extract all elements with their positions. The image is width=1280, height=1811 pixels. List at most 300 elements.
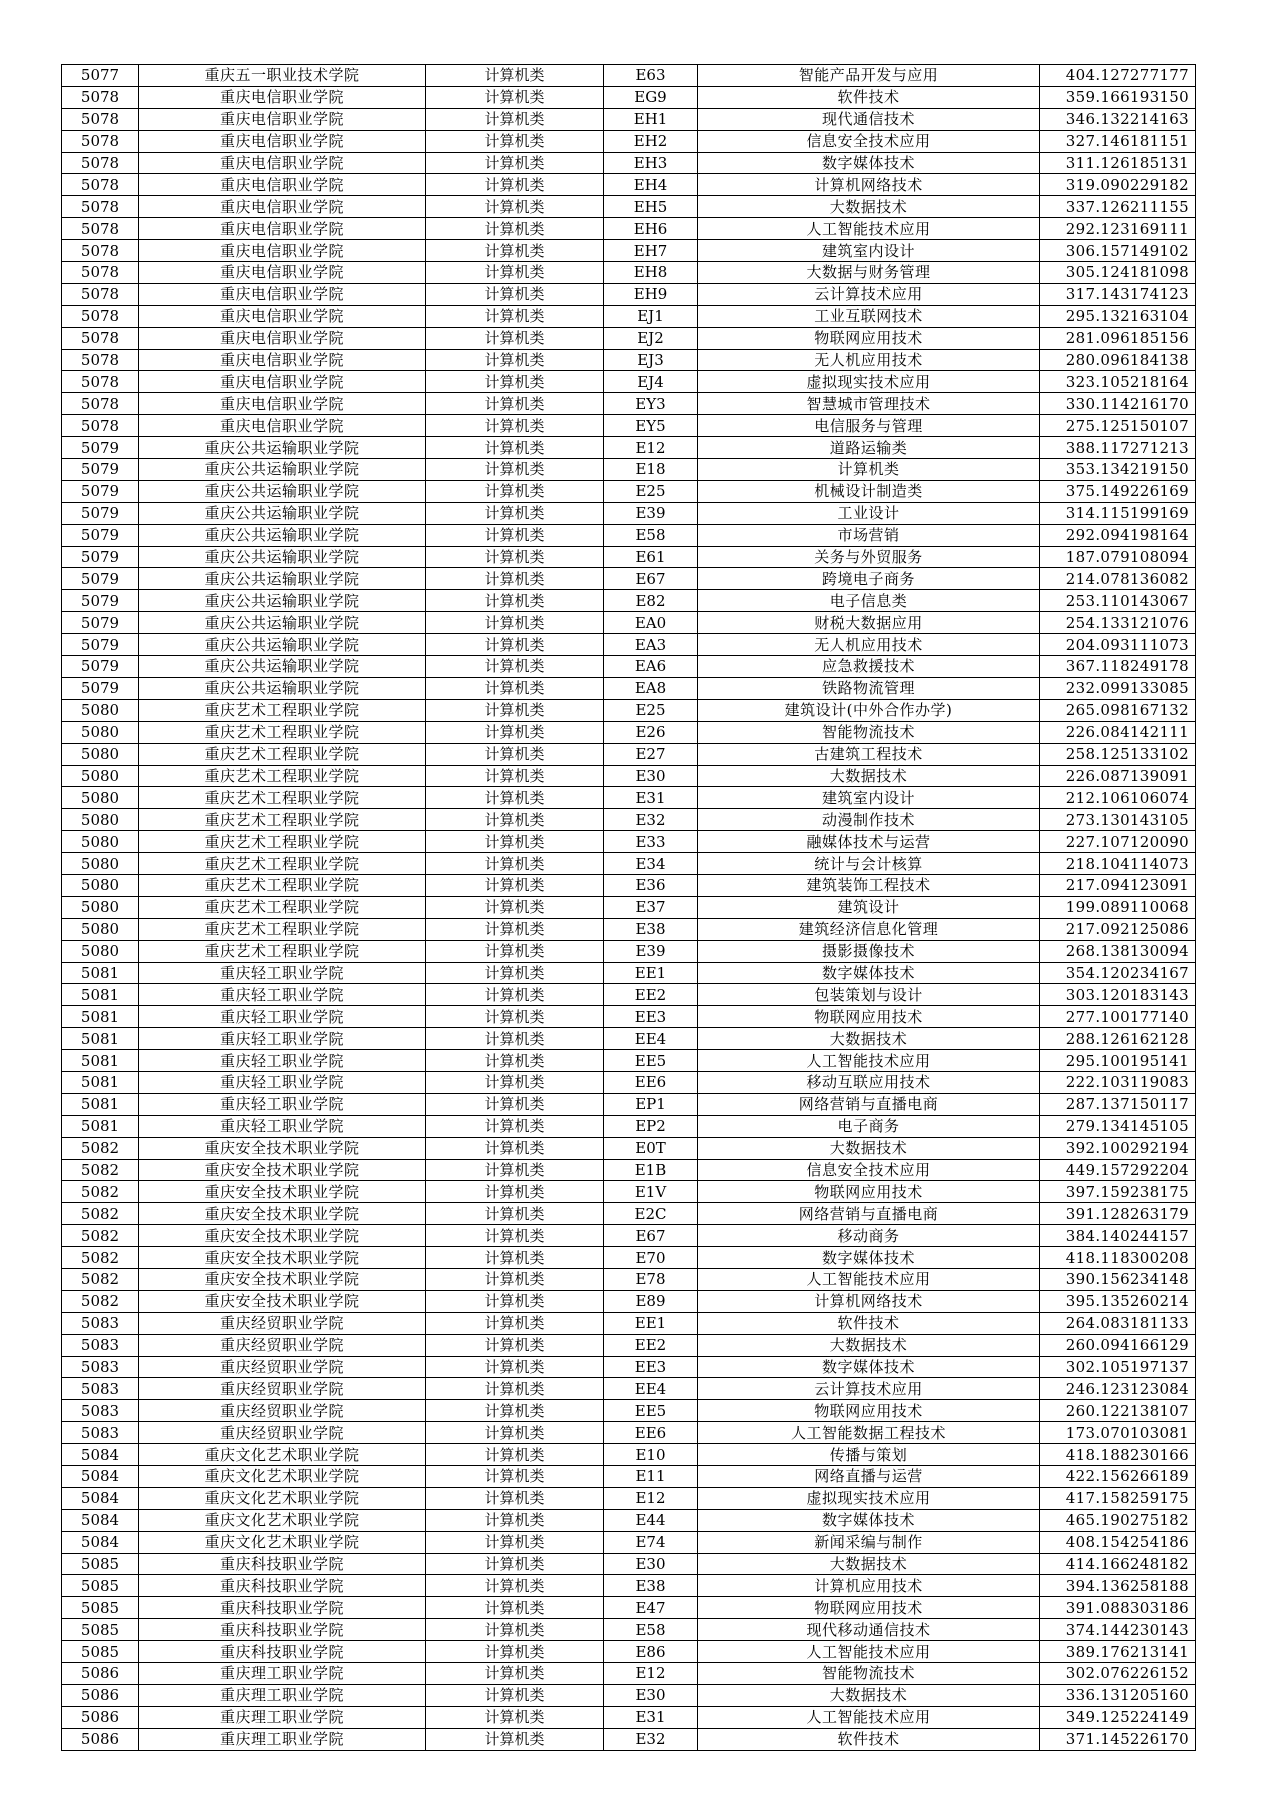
score-cell: 323.105218164	[1040, 371, 1196, 393]
score-cell: 253.110143067	[1040, 590, 1196, 612]
category-cell: 计算机类	[426, 656, 604, 678]
category-cell: 计算机类	[426, 1487, 604, 1509]
major-name-cell: 软件技术	[698, 1728, 1040, 1750]
major-name-cell: 新闻采编与制作	[698, 1531, 1040, 1553]
category-cell: 计算机类	[426, 327, 604, 349]
major-code-cell: E1V	[604, 1181, 698, 1203]
major-code-cell: E31	[604, 787, 698, 809]
major-name-cell: 网络营销与直播电商	[698, 1203, 1040, 1225]
school-name-cell: 重庆电信职业学院	[139, 305, 426, 327]
major-name-cell: 大数据技术	[698, 196, 1040, 218]
school-code-cell: 5082	[62, 1225, 139, 1247]
table-row	[62, 327, 1196, 349]
school-name-cell: 重庆公共运输职业学院	[139, 568, 426, 590]
major-name-cell: 移动商务	[698, 1225, 1040, 1247]
school-name-cell: 重庆文化艺术职业学院	[139, 1509, 426, 1531]
table-row	[62, 1466, 1196, 1488]
major-name-cell: 网络直播与运营	[698, 1466, 1040, 1488]
school-name-cell: 重庆经贸职业学院	[139, 1356, 426, 1378]
category-cell: 计算机类	[426, 393, 604, 415]
score-cell: 465.190275182	[1040, 1509, 1196, 1531]
category-cell: 计算机类	[426, 218, 604, 240]
school-code-cell: 5080	[62, 809, 139, 831]
school-name-cell: 重庆艺术工程职业学院	[139, 831, 426, 853]
school-code-cell: 5085	[62, 1553, 139, 1575]
major-code-cell: EP2	[604, 1115, 698, 1137]
school-name-cell: 重庆艺术工程职业学院	[139, 896, 426, 918]
major-code-cell: EH4	[604, 174, 698, 196]
school-name-cell: 重庆科技职业学院	[139, 1641, 426, 1663]
table-row	[62, 1663, 1196, 1685]
table-row	[62, 1422, 1196, 1444]
major-code-cell: E36	[604, 874, 698, 896]
table-row	[62, 1290, 1196, 1312]
major-code-cell: E30	[604, 1553, 698, 1575]
school-code-cell: 5082	[62, 1137, 139, 1159]
school-name-cell: 重庆电信职业学院	[139, 174, 426, 196]
school-code-cell: 5082	[62, 1290, 139, 1312]
school-code-cell: 5078	[62, 349, 139, 371]
school-code-cell: 5084	[62, 1444, 139, 1466]
school-code-cell: 5083	[62, 1356, 139, 1378]
school-code-cell: 5079	[62, 568, 139, 590]
school-name-cell: 重庆轻工职业学院	[139, 1050, 426, 1072]
major-code-cell: E67	[604, 1225, 698, 1247]
school-name-cell: 重庆安全技术职业学院	[139, 1247, 426, 1269]
score-cell: 214.078136082	[1040, 568, 1196, 590]
table-row	[62, 283, 1196, 305]
school-name-cell: 重庆轻工职业学院	[139, 1028, 426, 1050]
category-cell: 计算机类	[426, 896, 604, 918]
major-name-cell: 无人机应用技术	[698, 634, 1040, 656]
major-name-cell: 建筑设计	[698, 896, 1040, 918]
category-cell: 计算机类	[426, 152, 604, 174]
major-name-cell: 数字媒体技术	[698, 1247, 1040, 1269]
school-code-cell: 5078	[62, 305, 139, 327]
school-name-cell: 重庆轻工职业学院	[139, 1115, 426, 1137]
major-name-cell: 数字媒体技术	[698, 962, 1040, 984]
school-name-cell: 重庆艺术工程职业学院	[139, 940, 426, 962]
major-name-cell: 传播与策划	[698, 1444, 1040, 1466]
score-cell: 227.107120090	[1040, 831, 1196, 853]
major-name-cell: 跨境电子商务	[698, 568, 1040, 590]
major-code-cell: EJ3	[604, 349, 698, 371]
school-name-cell: 重庆科技职业学院	[139, 1597, 426, 1619]
score-cell: 404.127277177	[1040, 65, 1196, 87]
school-code-cell: 5081	[62, 1115, 139, 1137]
category-cell: 计算机类	[426, 1028, 604, 1050]
score-cell: 408.154254186	[1040, 1531, 1196, 1553]
category-cell: 计算机类	[426, 371, 604, 393]
table-row	[62, 524, 1196, 546]
category-cell: 计算机类	[426, 612, 604, 634]
major-code-cell: EJ2	[604, 327, 698, 349]
school-name-cell: 重庆电信职业学院	[139, 152, 426, 174]
school-name-cell: 重庆电信职业学院	[139, 240, 426, 262]
major-code-cell: EE4	[604, 1378, 698, 1400]
school-code-cell: 5082	[62, 1203, 139, 1225]
category-cell: 计算机类	[426, 196, 604, 218]
school-name-cell: 重庆公共运输职业学院	[139, 480, 426, 502]
major-name-cell: 物联网应用技术	[698, 1400, 1040, 1422]
major-name-cell: 大数据技术	[698, 1028, 1040, 1050]
major-code-cell: E2C	[604, 1203, 698, 1225]
major-code-cell: E12	[604, 1487, 698, 1509]
major-name-cell: 云计算技术应用	[698, 1378, 1040, 1400]
school-code-cell: 5078	[62, 196, 139, 218]
major-name-cell: 大数据与财务管理	[698, 262, 1040, 284]
school-name-cell: 重庆文化艺术职业学院	[139, 1466, 426, 1488]
school-code-cell: 5083	[62, 1312, 139, 1334]
school-code-cell: 5080	[62, 853, 139, 875]
category-cell: 计算机类	[426, 940, 604, 962]
major-code-cell: E70	[604, 1247, 698, 1269]
score-cell: 287.137150117	[1040, 1093, 1196, 1115]
score-cell: 265.098167132	[1040, 699, 1196, 721]
major-code-cell: E26	[604, 721, 698, 743]
school-name-cell: 重庆文化艺术职业学院	[139, 1444, 426, 1466]
score-cell: 277.100177140	[1040, 1006, 1196, 1028]
major-code-cell: EE6	[604, 1071, 698, 1093]
category-cell: 计算机类	[426, 174, 604, 196]
table-row	[62, 371, 1196, 393]
school-name-cell: 重庆理工职业学院	[139, 1706, 426, 1728]
major-name-cell: 大数据技术	[698, 765, 1040, 787]
major-name-cell: 现代通信技术	[698, 108, 1040, 130]
major-code-cell: E38	[604, 918, 698, 940]
school-name-cell: 重庆理工职业学院	[139, 1728, 426, 1750]
category-cell: 计算机类	[426, 634, 604, 656]
major-code-cell: EE4	[604, 1028, 698, 1050]
category-cell: 计算机类	[426, 1378, 604, 1400]
school-code-cell: 5077	[62, 65, 139, 87]
school-name-cell: 重庆公共运输职业学院	[139, 437, 426, 459]
table-row	[62, 437, 1196, 459]
school-name-cell: 重庆经贸职业学院	[139, 1400, 426, 1422]
major-code-cell: E61	[604, 546, 698, 568]
category-cell: 计算机类	[426, 283, 604, 305]
major-code-cell: EE1	[604, 962, 698, 984]
score-cell: 371.145226170	[1040, 1728, 1196, 1750]
category-cell: 计算机类	[426, 1334, 604, 1356]
table-row	[62, 546, 1196, 568]
score-cell: 319.090229182	[1040, 174, 1196, 196]
school-name-cell: 重庆公共运输职业学院	[139, 524, 426, 546]
major-name-cell: 工业互联网技术	[698, 305, 1040, 327]
score-cell: 288.126162128	[1040, 1028, 1196, 1050]
category-cell: 计算机类	[426, 1137, 604, 1159]
school-code-cell: 5085	[62, 1575, 139, 1597]
table-row	[62, 721, 1196, 743]
major-code-cell: E33	[604, 831, 698, 853]
major-code-cell: EH5	[604, 196, 698, 218]
school-code-cell: 5081	[62, 1093, 139, 1115]
table-row	[62, 896, 1196, 918]
score-cell: 217.092125086	[1040, 918, 1196, 940]
score-cell: 390.156234148	[1040, 1268, 1196, 1290]
table-row	[62, 218, 1196, 240]
school-code-cell: 5079	[62, 677, 139, 699]
school-name-cell: 重庆电信职业学院	[139, 393, 426, 415]
school-code-cell: 5079	[62, 634, 139, 656]
score-cell: 354.120234167	[1040, 962, 1196, 984]
table-row	[62, 1028, 1196, 1050]
major-name-cell: 人工智能技术应用	[698, 1706, 1040, 1728]
score-cell: 418.188230166	[1040, 1444, 1196, 1466]
major-name-cell: 建筑室内设计	[698, 787, 1040, 809]
category-cell: 计算机类	[426, 1247, 604, 1269]
major-code-cell: EH9	[604, 283, 698, 305]
school-name-cell: 重庆公共运输职业学院	[139, 612, 426, 634]
score-cell: 337.126211155	[1040, 196, 1196, 218]
major-name-cell: 建筑设计(中外合作办学)	[698, 699, 1040, 721]
category-cell: 计算机类	[426, 305, 604, 327]
school-name-cell: 重庆经贸职业学院	[139, 1378, 426, 1400]
school-code-cell: 5082	[62, 1181, 139, 1203]
category-cell: 计算机类	[426, 962, 604, 984]
school-code-cell: 5086	[62, 1706, 139, 1728]
school-name-cell: 重庆艺术工程职业学院	[139, 787, 426, 809]
score-cell: 302.076226152	[1040, 1663, 1196, 1685]
major-name-cell: 人工智能技术应用	[698, 1268, 1040, 1290]
score-cell: 449.157292204	[1040, 1159, 1196, 1181]
table-row	[62, 1400, 1196, 1422]
score-cell: 254.133121076	[1040, 612, 1196, 634]
score-cell: 217.094123091	[1040, 874, 1196, 896]
school-code-cell: 5078	[62, 152, 139, 174]
table-row	[62, 1225, 1196, 1247]
school-name-cell: 重庆经贸职业学院	[139, 1312, 426, 1334]
score-cell: 275.125150107	[1040, 415, 1196, 437]
school-code-cell: 5081	[62, 1050, 139, 1072]
major-name-cell: 包装策划与设计	[698, 984, 1040, 1006]
table-row	[62, 1641, 1196, 1663]
major-name-cell: 物联网应用技术	[698, 1597, 1040, 1619]
major-code-cell: E74	[604, 1531, 698, 1553]
category-cell: 计算机类	[426, 480, 604, 502]
category-cell: 计算机类	[426, 1312, 604, 1334]
school-code-cell: 5081	[62, 1006, 139, 1028]
category-cell: 计算机类	[426, 721, 604, 743]
major-code-cell: EY3	[604, 393, 698, 415]
major-code-cell: E34	[604, 853, 698, 875]
table-row	[62, 656, 1196, 678]
major-code-cell: E44	[604, 1509, 698, 1531]
major-name-cell: 虚拟现实技术应用	[698, 371, 1040, 393]
category-cell: 计算机类	[426, 240, 604, 262]
school-code-cell: 5084	[62, 1509, 139, 1531]
major-name-cell: 智慧城市管理技术	[698, 393, 1040, 415]
major-name-cell: 计算机网络技术	[698, 1290, 1040, 1312]
category-cell: 计算机类	[426, 437, 604, 459]
school-name-cell: 重庆文化艺术职业学院	[139, 1487, 426, 1509]
score-cell: 314.115199169	[1040, 502, 1196, 524]
major-code-cell: E18	[604, 459, 698, 481]
major-name-cell: 计算机应用技术	[698, 1575, 1040, 1597]
score-cell: 226.084142111	[1040, 721, 1196, 743]
major-code-cell: E38	[604, 1575, 698, 1597]
school-code-cell: 5079	[62, 437, 139, 459]
table-row	[62, 1619, 1196, 1641]
category-cell: 计算机类	[426, 1006, 604, 1028]
school-name-cell: 重庆电信职业学院	[139, 218, 426, 240]
table-row	[62, 1203, 1196, 1225]
school-name-cell: 重庆五一职业技术学院	[139, 65, 426, 87]
score-cell: 391.128263179	[1040, 1203, 1196, 1225]
school-name-cell: 重庆理工职业学院	[139, 1684, 426, 1706]
school-code-cell: 5082	[62, 1247, 139, 1269]
score-cell: 295.132163104	[1040, 305, 1196, 327]
table-row	[62, 1247, 1196, 1269]
table-row	[62, 1444, 1196, 1466]
school-name-cell: 重庆轻工职业学院	[139, 1006, 426, 1028]
school-code-cell: 5083	[62, 1334, 139, 1356]
category-cell: 计算机类	[426, 1422, 604, 1444]
category-cell: 计算机类	[426, 349, 604, 371]
table-row	[62, 809, 1196, 831]
major-code-cell: EA6	[604, 656, 698, 678]
major-name-cell: 建筑装饰工程技术	[698, 874, 1040, 896]
school-name-cell: 重庆艺术工程职业学院	[139, 853, 426, 875]
school-code-cell: 5080	[62, 896, 139, 918]
table-row	[62, 1312, 1196, 1334]
score-cell: 359.166193150	[1040, 86, 1196, 108]
category-cell: 计算机类	[426, 108, 604, 130]
category-cell: 计算机类	[426, 1575, 604, 1597]
table-row	[62, 65, 1196, 87]
major-name-cell: 智能物流技术	[698, 1663, 1040, 1685]
major-name-cell: 数字媒体技术	[698, 1509, 1040, 1531]
table-row	[62, 415, 1196, 437]
score-cell: 264.083181133	[1040, 1312, 1196, 1334]
major-code-cell: E39	[604, 940, 698, 962]
school-code-cell: 5080	[62, 940, 139, 962]
major-name-cell: 人工智能技术应用	[698, 1641, 1040, 1663]
major-code-cell: E30	[604, 765, 698, 787]
school-name-cell: 重庆经贸职业学院	[139, 1334, 426, 1356]
major-name-cell: 大数据技术	[698, 1137, 1040, 1159]
major-name-cell: 计算机类	[698, 459, 1040, 481]
school-name-cell: 重庆公共运输职业学院	[139, 590, 426, 612]
table-row	[62, 568, 1196, 590]
major-code-cell: EJ4	[604, 371, 698, 393]
school-name-cell: 重庆电信职业学院	[139, 327, 426, 349]
category-cell: 计算机类	[426, 459, 604, 481]
school-code-cell: 5078	[62, 371, 139, 393]
table-row	[62, 677, 1196, 699]
score-cell: 397.159238175	[1040, 1181, 1196, 1203]
category-cell: 计算机类	[426, 699, 604, 721]
score-cell: 273.130143105	[1040, 809, 1196, 831]
category-cell: 计算机类	[426, 568, 604, 590]
school-name-cell: 重庆安全技术职业学院	[139, 1203, 426, 1225]
category-cell: 计算机类	[426, 590, 604, 612]
major-name-cell: 电子信息类	[698, 590, 1040, 612]
category-cell: 计算机类	[426, 130, 604, 152]
major-code-cell: E10	[604, 1444, 698, 1466]
school-code-cell: 5086	[62, 1728, 139, 1750]
major-code-cell: EE2	[604, 1334, 698, 1356]
table-row	[62, 874, 1196, 896]
category-cell: 计算机类	[426, 262, 604, 284]
major-name-cell: 物联网应用技术	[698, 327, 1040, 349]
major-code-cell: E12	[604, 437, 698, 459]
table-row	[62, 1487, 1196, 1509]
category-cell: 计算机类	[426, 65, 604, 87]
admission-score-table	[61, 64, 1196, 1751]
category-cell: 计算机类	[426, 524, 604, 546]
school-name-cell: 重庆公共运输职业学院	[139, 677, 426, 699]
table-row	[62, 459, 1196, 481]
major-code-cell: EE5	[604, 1050, 698, 1072]
score-cell: 222.103119083	[1040, 1071, 1196, 1093]
major-code-cell: EP1	[604, 1093, 698, 1115]
school-code-cell: 5079	[62, 590, 139, 612]
major-name-cell: 计算机网络技术	[698, 174, 1040, 196]
school-code-cell: 5081	[62, 1071, 139, 1093]
table-row	[62, 787, 1196, 809]
school-code-cell: 5085	[62, 1597, 139, 1619]
table-row	[62, 1706, 1196, 1728]
major-name-cell: 大数据技术	[698, 1553, 1040, 1575]
major-name-cell: 市场营销	[698, 524, 1040, 546]
major-code-cell: E58	[604, 1619, 698, 1641]
score-cell: 260.094166129	[1040, 1334, 1196, 1356]
major-name-cell: 应急救援技术	[698, 656, 1040, 678]
major-code-cell: E63	[604, 65, 698, 87]
score-cell: 349.125224149	[1040, 1706, 1196, 1728]
table-row	[62, 853, 1196, 875]
major-code-cell: E86	[604, 1641, 698, 1663]
category-cell: 计算机类	[426, 1071, 604, 1093]
category-cell: 计算机类	[426, 1050, 604, 1072]
school-name-cell: 重庆艺术工程职业学院	[139, 721, 426, 743]
category-cell: 计算机类	[426, 1509, 604, 1531]
category-cell: 计算机类	[426, 809, 604, 831]
school-code-cell: 5078	[62, 415, 139, 437]
table-row	[62, 152, 1196, 174]
score-cell: 280.096184138	[1040, 349, 1196, 371]
school-code-cell: 5079	[62, 502, 139, 524]
major-code-cell: E11	[604, 1466, 698, 1488]
major-name-cell: 道路运输类	[698, 437, 1040, 459]
major-name-cell: 数字媒体技术	[698, 152, 1040, 174]
major-name-cell: 软件技术	[698, 1312, 1040, 1334]
category-cell: 计算机类	[426, 1268, 604, 1290]
school-code-cell: 5078	[62, 327, 139, 349]
school-code-cell: 5079	[62, 524, 139, 546]
major-code-cell: EY5	[604, 415, 698, 437]
score-cell: 327.146181151	[1040, 130, 1196, 152]
major-code-cell: E78	[604, 1268, 698, 1290]
major-code-cell: EA0	[604, 612, 698, 634]
category-cell: 计算机类	[426, 1159, 604, 1181]
major-code-cell: EH2	[604, 130, 698, 152]
category-cell: 计算机类	[426, 1663, 604, 1685]
school-code-cell: 5083	[62, 1422, 139, 1444]
major-name-cell: 信息安全技术应用	[698, 130, 1040, 152]
major-code-cell: E30	[604, 1684, 698, 1706]
category-cell: 计算机类	[426, 1356, 604, 1378]
score-cell: 311.126185131	[1040, 152, 1196, 174]
category-cell: 计算机类	[426, 415, 604, 437]
table-row	[62, 1684, 1196, 1706]
score-cell: 394.136258188	[1040, 1575, 1196, 1597]
major-name-cell: 虚拟现实技术应用	[698, 1487, 1040, 1509]
score-cell: 389.176213141	[1040, 1641, 1196, 1663]
school-code-cell: 5079	[62, 480, 139, 502]
school-name-cell: 重庆艺术工程职业学院	[139, 809, 426, 831]
